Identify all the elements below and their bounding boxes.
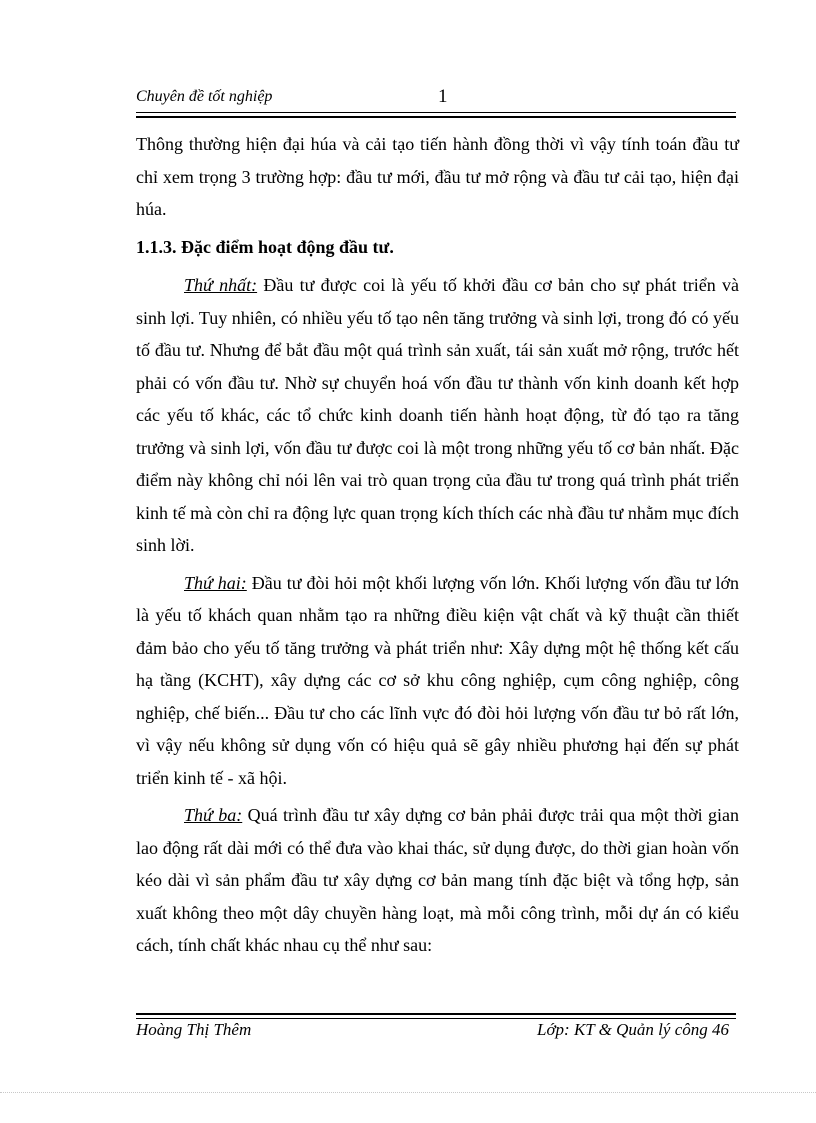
header-rule-thick [136, 116, 736, 118]
footer-class-label: Lớp: KT & Quản lý công 46 [537, 1020, 729, 1039]
page-header [136, 86, 736, 110]
paragraph-text: Đầu tư đòi hỏi một khối lượng vốn lớn. Khối lượng vốn đầu tư lớn là yếu tố khách quan nhằm tạo ra những điều kiện vật chất và kỹ thuật cần thiết đảm bảo cho yếu tố tăng trưởng và phát triển như: Xây dựng một hệ thống kết cấu hạ tầng (KCHT), xây dựng các cơ sở khu công nghiệp, cụm công nghiệp, công nghiệp, chế biến... Đầu tư cho các lĩnh vực đó đòi hỏi lượng vốn đầu tư bỏ rất lớn, vì vậy nếu không sử dụng vốn có hiệu quả sẽ gây nhiều phương hại đến sự phát triển kinh tế - xã hội. [136, 572, 739, 788]
page-edge-divider [0, 1092, 816, 1093]
footer-rule-thin [136, 1018, 736, 1019]
footer-author: Hoàng Thị Thêm [136, 1020, 252, 1039]
page-number: 1 [438, 86, 448, 107]
intro-paragraph: Thông thường hiện đại húa và cải tạo tiến hành đồng thời vì vậy tính toán đầu tư chỉ xem trọng 3 trường hợp: đầu tư mới, đầu tư mở rộng và đầu tư cải tạo, hiện đại húa. [136, 134, 739, 219]
paragraph-lead: Thứ ba: [184, 805, 243, 825]
header-rule-thin [136, 112, 736, 113]
paragraph-text: Đầu tư được coi là yếu tố khởi đầu cơ bản cho sự phát triển và sinh lợi. Tuy nhiên, có nhiều yếu tố tạo nên tăng trưởng và sinh lợi, trong đó có yếu tố đầu tư. Nhưng để bắt đầu một quá trình sản xuất, tái sản xuất mở rộng, trước hết phải có vốn đầu tư. Nhờ sự chuyển hoá vốn đầu tư thành vốn kinh doanh kết hợp các yếu tố khác, các tổ chức kinh doanh tiến hành hoạt động, từ đó tạo ra tăng trưởng và sinh lợi, vốn đầu tư được coi là một trong những yếu tố cơ bản nhất. Đặc điểm này không chỉ nói lên vai trò quan trọng của đầu tư trong quá trình phát triển kinh tế mà còn chỉ ra động lực quan trọng kích thích các nhà đầu tư nhằm mục đích sinh lời. [136, 275, 739, 555]
paragraph-text: Quá trình đầu tư xây dựng cơ bản phải được trải qua một thời gian lao động rất dài mới có thể đưa vào khai thác, sử dụng được, do thời gian hoàn vốn kéo dài vì sản phẩm đầu tư xây dựng cơ bản mang tính đặc biệt và tổng hợp, sản xuất không theo một dây chuyền hàng loạt, mà mỗi công trình, mỗi dự án có kiểu cách, tính chất khác nhau cụ thể như sau: [136, 805, 739, 955]
paragraph-third [136, 799, 739, 962]
document-body [136, 128, 739, 967]
paragraph-lead: Thứ hai: [184, 572, 247, 593]
document-title: Chuyên đề tốt nghiệp [136, 88, 273, 105]
footer-rule-thick [136, 1013, 736, 1015]
paragraph-first [136, 269, 739, 562]
paragraph-lead: Thứ nhất: [184, 275, 258, 295]
paragraph-second [136, 567, 739, 795]
section-heading: 1.1.3. Đặc điểm hoạt động đầu tư. [136, 236, 394, 257]
